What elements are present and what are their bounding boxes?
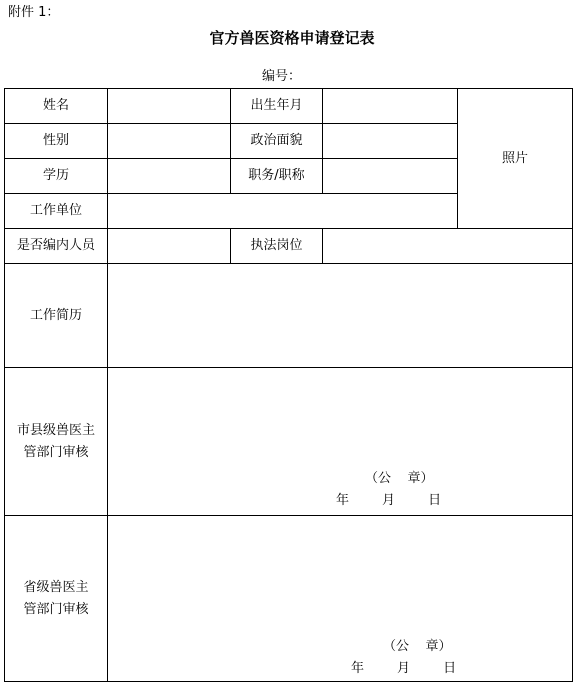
province-review-label-line1: 省级兽医主 [23,579,89,595]
in-staff-label: 是否编内人员 [5,229,108,264]
position-title-field[interactable] [323,159,458,194]
work-resume-label: 工作简历 [5,264,108,368]
education-field[interactable] [108,159,231,194]
work-unit-field[interactable] [108,194,458,229]
city-review-label-line2: 管部门审核 [23,444,89,460]
form-title: 官方兽医资格申请登记表 [209,29,375,47]
name-label: 姓名 [5,89,108,124]
province-review-field[interactable] [108,516,573,682]
law-enforcement-post-field[interactable] [323,229,573,264]
education-label: 学历 [5,159,108,194]
work-resume-field[interactable] [108,264,573,368]
attachment-label: 附件 1： [8,5,60,20]
row-staff-post [5,229,573,264]
position-title-label: 职务/职称 [231,159,323,194]
law-enforcement-post-label: 执法岗位 [231,229,323,264]
row-city-review [5,368,573,516]
province-review-label [5,516,108,682]
province-date-text: 年 月 日 [351,661,457,676]
province-seal-text: （公 章） [383,639,452,654]
city-seal-text: （公 章） [365,471,434,486]
serial-number-label: 编号： [262,69,302,84]
photo-box[interactable] [458,89,573,229]
political-status-label: 政治面貌 [231,124,323,159]
city-date-text: 年 月 日 [336,493,442,508]
name-field[interactable] [108,89,231,124]
gender-label: 性别 [5,124,108,159]
photo-label: 照片 [501,150,528,166]
birth-label: 出生年月 [231,89,323,124]
row-name-birth [5,89,573,124]
political-status-field[interactable] [323,124,458,159]
work-unit-label: 工作单位 [5,194,108,229]
city-review-field[interactable] [108,368,573,516]
province-review-label-line2: 管部门审核 [23,601,89,617]
birth-field[interactable] [323,89,458,124]
in-staff-field[interactable] [108,229,231,264]
city-review-label [5,368,108,516]
gender-field[interactable] [108,124,231,159]
row-work-resume [5,264,573,368]
application-form-table [4,88,573,682]
city-review-label-line1: 市县级兽医主 [16,422,95,438]
row-province-review [5,516,573,682]
